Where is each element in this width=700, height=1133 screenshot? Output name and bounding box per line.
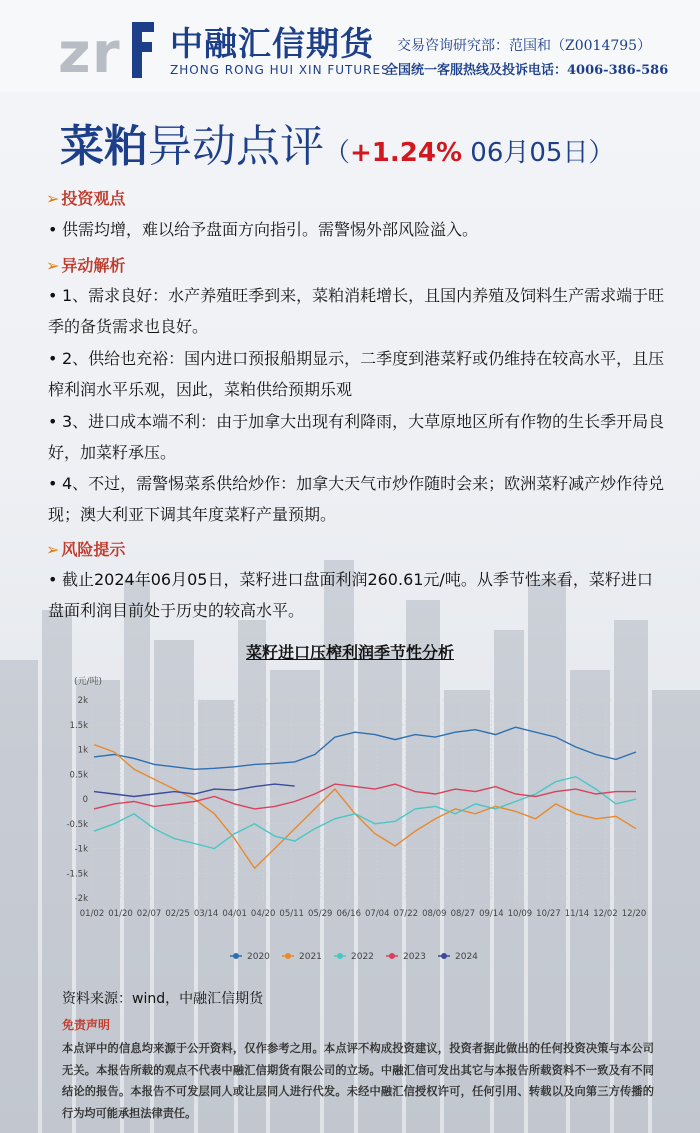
legend-label-2020: 2020 (247, 952, 270, 962)
bullet-icon: • (48, 349, 58, 368)
section-heading-risk: ➢ 风险提示 (46, 540, 126, 559)
x-tick-label: 08/27 (450, 909, 476, 919)
x-tick-label: 11/14 (564, 909, 590, 919)
hotline-contact: 全国统一客服热线及投诉电话：4006-386-586 (385, 63, 669, 78)
disclaimer-text: 本点评中的信息均来源于公开资料，仅作参考之用。本点评不构成投资建议，投资者据此做出的任何投资决策与本公司无关。本报告所载的观点不代表中融汇信期货有限公司的立场。中融汇信可发出其它与本报告所载资料不一致及有不同结论的报告。本报告不可发层同人或让层同人进行代发。未经中融汇信授权许可，任何引用、转载以及向第三方传播的行为均可能承担法律责任。 (62, 1042, 654, 1120)
x-tick-label: 10/27 (536, 909, 561, 919)
x-tick-label: 03/14 (193, 909, 219, 919)
y-tick-label: 0.5k (69, 770, 88, 781)
x-tick-label: 07/22 (393, 909, 419, 919)
company-logo (58, 10, 158, 86)
report-header (0, 0, 700, 92)
company-name-english: ZHONG RONG HUI XIN FUTURES (170, 63, 390, 77)
x-tick-label: 12/02 (593, 909, 618, 919)
title-paren: （ (324, 138, 351, 168)
series-line-2021 (94, 745, 636, 869)
data-source: 资料来源：wind，中融汇信期货 (62, 991, 264, 1007)
arrow-right-icon: ➢ (46, 189, 60, 208)
legend-marker-2021 (285, 953, 291, 959)
legend-label-2022: 2022 (351, 952, 374, 962)
x-tick-label: 05/11 (279, 909, 304, 919)
arrow-right-icon: ➢ (46, 540, 60, 559)
y-tick-label: -2k (74, 894, 88, 904)
legend-label-2021: 2021 (299, 952, 322, 962)
x-tick-label: 07/04 (365, 909, 390, 919)
title-commodity: 菜粕 (60, 121, 148, 172)
legend-marker-2023 (389, 953, 395, 959)
chart-title: 菜籽进口压榨利润季节性分析 (245, 643, 454, 662)
report-title (60, 110, 614, 174)
legend-marker-2022 (337, 953, 343, 959)
bullet-icon: • (48, 474, 58, 493)
legend-label-2024: 2024 (455, 952, 478, 962)
x-tick-label: 09/14 (479, 909, 504, 919)
x-tick-label: 04/20 (250, 909, 276, 919)
arrow-right-icon: ➢ (46, 256, 60, 275)
y-tick-label: 1.5k (69, 720, 88, 731)
x-tick-label: 02/25 (165, 909, 190, 919)
bullet-icon: • (48, 412, 58, 431)
x-tick-label: 12/20 (621, 909, 647, 919)
series-line-2020 (94, 727, 636, 769)
section-heading-view: ➢ 投资观点 (46, 189, 126, 208)
svg-text:z: z (58, 21, 91, 86)
x-tick-label: 08/09 (422, 909, 447, 919)
y-tick-label: -1.5k (66, 869, 88, 880)
paragraph-demand: • 1、需求良好：水产养殖旺季到来，菜粕消耗增长，且国内养殖及饲料生产需求端于旺季的备货需求也良好。 (48, 280, 668, 342)
legend-marker-2024 (441, 953, 447, 959)
bullet-icon: • (48, 570, 58, 589)
x-tick-label: 05/29 (307, 909, 333, 919)
analyst-contact: 交易咨询研究部：范国和（Z0014795） (397, 38, 652, 54)
y-axis-unit: (元/吨) (74, 677, 103, 687)
legend-label-2023: 2023 (403, 952, 426, 962)
legend-marker-2020 (233, 953, 239, 959)
y-tick-label: 2k (77, 696, 88, 706)
x-tick-label: 10/09 (507, 909, 533, 919)
paragraph-supply: • 2、供给也充裕：国内进口预报船期显示，二季度到港菜籽或仍维持在较高水平，且压榨利润水平乐观，因此，菜粕供给预期乐观 (48, 343, 668, 405)
paragraph-cost: • 3、进口成本端不利：由于加拿大出现有利降雨，大草原地区所有作物的生长季开局良好，加菜籽承压。 (48, 406, 668, 468)
title-date: 06月05日） (462, 138, 615, 168)
company-name: 中融汇信期货 (170, 24, 374, 63)
series-line-2024 (94, 784, 295, 796)
paragraph-risk: • 截止2024年06月05日，菜籽进口盘面利润260.61元/吨。从季节性来看，菜籽进口盘面利润目前处于历史的较高水平。 (48, 564, 668, 626)
disclaimer-heading: 免责声明 (62, 1018, 111, 1032)
y-tick-label: 0 (82, 795, 88, 805)
x-tick-label: 02/07 (136, 909, 162, 919)
y-tick-label: -0.5k (66, 819, 88, 830)
title-change-percent: +1.24% (350, 138, 463, 168)
paragraph-speculation: • 4、不过，需警惕菜系供给炒作：加拿大天气市炒作随时会来；欧洲菜籽减产炒作待兑现；澳大利亚下调其年度菜籽产量预期。 (48, 468, 668, 530)
y-tick-label: -1k (74, 844, 88, 855)
svg-text:r: r (92, 21, 120, 86)
x-tick-label: 04/01 (222, 909, 247, 919)
section-heading-analysis: ➢ 异动解析 (46, 256, 126, 275)
bullet-icon: • (48, 220, 58, 239)
paragraph-view: • 供需均增，难以给予盘面方向指引。需警惕外部风险溢入。 (48, 214, 668, 245)
x-tick-label: 06/16 (336, 909, 361, 919)
y-tick-label: 1k (77, 745, 88, 756)
x-tick-label: 01/02 (79, 909, 105, 919)
bullet-icon: • (48, 286, 58, 305)
seasonal-profit-chart (60, 672, 647, 972)
x-tick-label: 01/20 (108, 909, 133, 919)
title-type: 异动点评 (148, 121, 324, 172)
